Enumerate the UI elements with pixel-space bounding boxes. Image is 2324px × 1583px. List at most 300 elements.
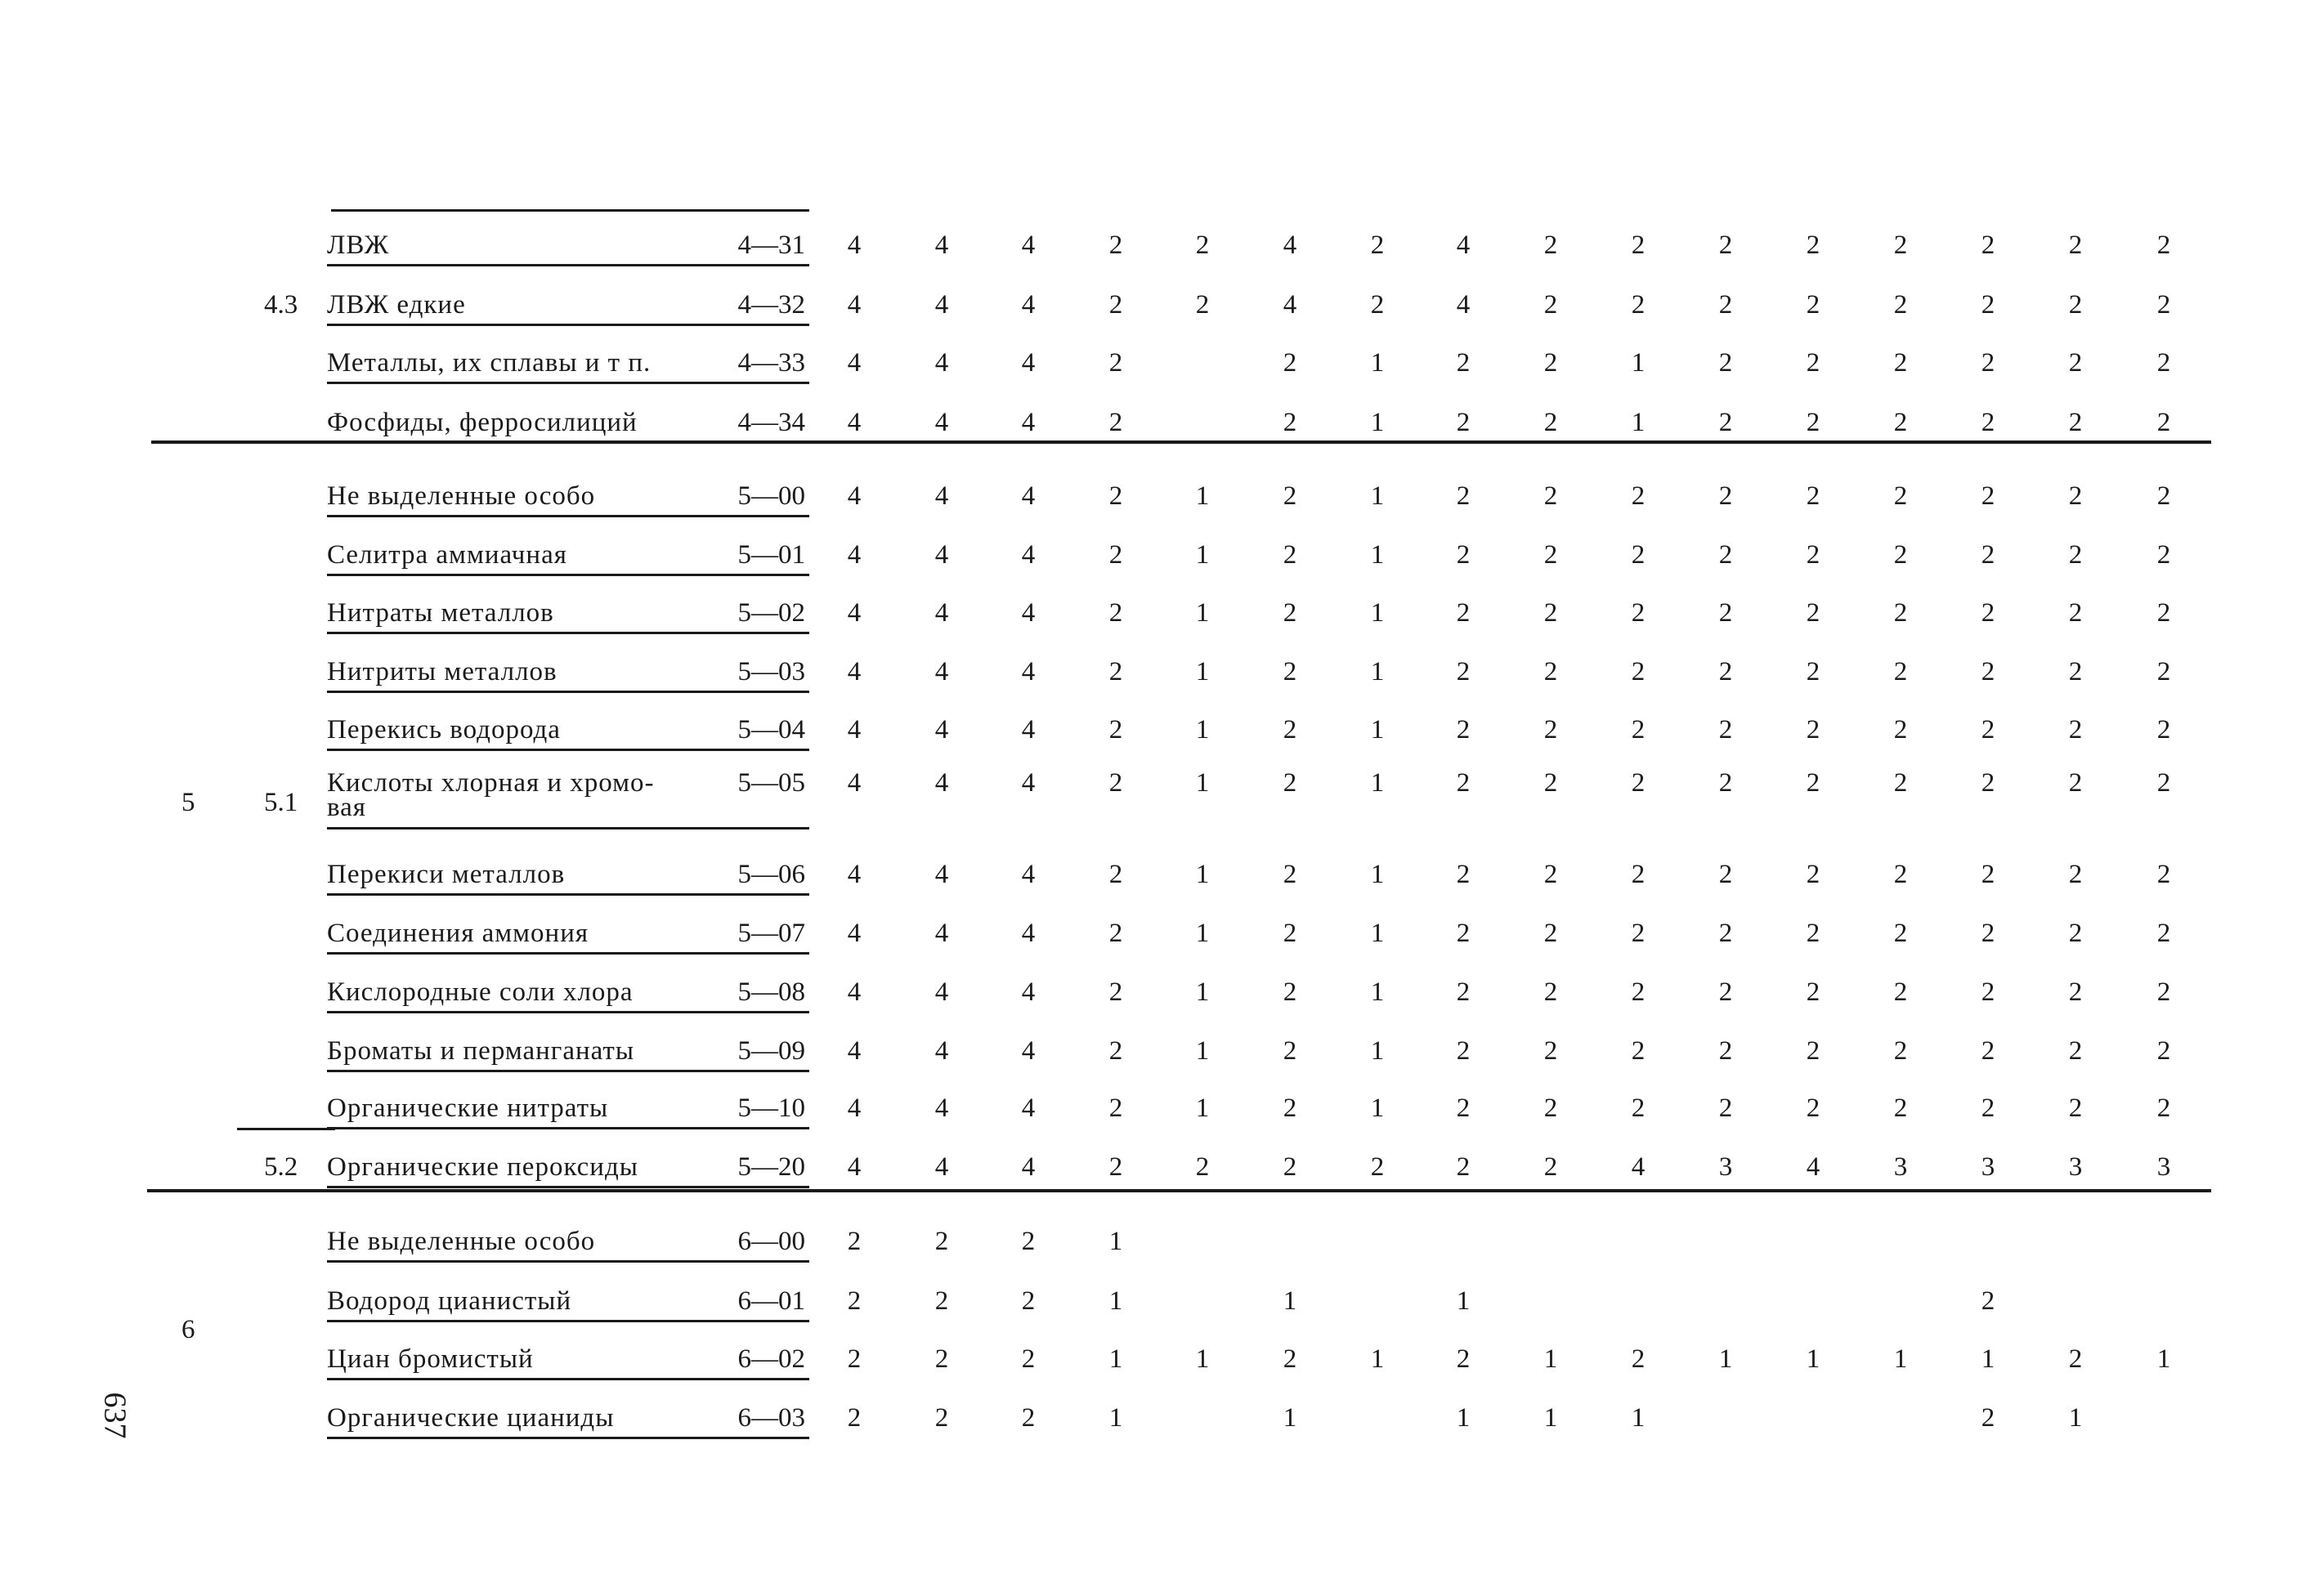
value-cell: 2 <box>1631 657 1646 686</box>
value-cell: 4 <box>847 1036 862 1066</box>
class-label: 6 <box>181 1315 195 1344</box>
value-cell: 1 <box>1370 1036 1385 1066</box>
value-cell: 1 <box>1108 1344 1123 1374</box>
value-cell: 2 <box>1631 919 1646 948</box>
value-cell: 2 <box>1718 860 1733 889</box>
value-cell: 2 <box>2068 598 2083 628</box>
row-underline <box>327 1378 809 1380</box>
value-cell: 1 <box>1283 1286 1297 1316</box>
value-cell: 4 <box>934 540 949 570</box>
value-cell: 2 <box>2156 230 2171 260</box>
value-cell: 2 <box>2156 290 2171 320</box>
value-cell: 1 <box>1631 348 1646 378</box>
value-cell: 2 <box>1981 977 1995 1007</box>
value-cell: 2 <box>1108 657 1123 686</box>
value-cell: 2 <box>2156 657 2171 686</box>
row-code: 4—34 <box>737 408 805 437</box>
value-cell: 2 <box>1981 860 1995 889</box>
value-cell: 4 <box>1021 1036 1036 1066</box>
value-cell: 2 <box>1108 977 1123 1007</box>
value-cell: 2 <box>1543 540 1558 570</box>
value-cell: 2 <box>1981 408 1995 437</box>
value-cell: 2 <box>1981 1036 1995 1066</box>
value-cell: 2 <box>2068 657 2083 686</box>
value-cell: 2 <box>1806 408 1820 437</box>
value-cell: 2 <box>934 1344 949 1374</box>
value-cell: 4 <box>847 1152 862 1182</box>
value-cell: 2 <box>934 1403 949 1433</box>
value-cell: 2 <box>1543 598 1558 628</box>
row-code: 6—03 <box>737 1403 805 1433</box>
value-cell: 1 <box>1108 1227 1123 1256</box>
value-cell: 1 <box>1456 1403 1471 1433</box>
value-cell: 2 <box>1108 348 1123 378</box>
value-cell: 2 <box>1108 408 1123 437</box>
subclass-label: 4.3 <box>264 290 298 320</box>
value-cell: 2 <box>1631 230 1646 260</box>
value-cell: 1 <box>1456 1286 1471 1316</box>
value-cell: 2 <box>2156 1036 2171 1066</box>
row-code: 6—00 <box>737 1227 805 1256</box>
value-cell: 4 <box>1021 860 1036 889</box>
value-cell: 2 <box>1543 1152 1558 1182</box>
value-cell: 2 <box>1893 598 1908 628</box>
value-cell: 3 <box>1981 1152 1995 1182</box>
value-cell: 2 <box>1893 481 1908 511</box>
row-underline <box>327 382 809 384</box>
value-cell: 1 <box>1195 715 1210 745</box>
value-cell: 2 <box>1283 657 1297 686</box>
value-cell: 1 <box>1370 481 1385 511</box>
value-cell: 2 <box>1806 1093 1820 1123</box>
class-separator <box>151 440 2211 444</box>
value-cell: 2 <box>1718 230 1733 260</box>
value-cell: 2 <box>1456 408 1471 437</box>
value-cell: 2 <box>1456 1036 1471 1066</box>
value-cell: 2 <box>1543 1036 1558 1066</box>
row-name: Нитриты металлов <box>327 657 557 686</box>
value-cell: 1 <box>1718 1344 1733 1374</box>
value-cell: 2 <box>1981 348 1995 378</box>
value-cell: 2 <box>847 1344 862 1374</box>
value-cell: 2 <box>1543 977 1558 1007</box>
value-cell: 2 <box>1718 977 1733 1007</box>
value-cell: 2 <box>1631 1344 1646 1374</box>
value-cell: 2 <box>934 1286 949 1316</box>
value-cell: 2 <box>1456 1152 1471 1182</box>
value-cell: 1 <box>1893 1344 1908 1374</box>
value-cell: 2 <box>1456 768 1471 798</box>
value-cell: 2 <box>1108 1093 1123 1123</box>
row-underline <box>327 515 809 517</box>
value-cell: 4 <box>1021 768 1036 798</box>
value-cell: 2 <box>1631 977 1646 1007</box>
value-cell: 2 <box>2156 768 2171 798</box>
value-cell: 4 <box>847 1093 862 1123</box>
value-cell: 2 <box>1718 715 1733 745</box>
row-name: Органические цианиды <box>327 1403 615 1433</box>
row-name-continuation: вая <box>327 793 366 822</box>
value-cell: 1 <box>1195 598 1210 628</box>
value-cell: 4 <box>1021 290 1036 320</box>
value-cell: 4 <box>1806 1152 1820 1182</box>
value-cell: 4 <box>847 598 862 628</box>
value-cell: 2 <box>1021 1227 1036 1256</box>
value-cell: 1 <box>1370 919 1385 948</box>
value-cell: 2 <box>1283 860 1297 889</box>
value-cell: 2 <box>1631 860 1646 889</box>
value-cell: 2 <box>1283 977 1297 1007</box>
value-cell: 1 <box>1195 1093 1210 1123</box>
row-name: Фосфиды, ферросилиций <box>327 408 638 437</box>
value-cell: 2 <box>1893 540 1908 570</box>
value-cell: 2 <box>2068 540 2083 570</box>
value-cell: 4 <box>934 977 949 1007</box>
value-cell: 2 <box>847 1403 862 1433</box>
value-cell: 2 <box>934 1227 949 1256</box>
value-cell: 2 <box>1893 348 1908 378</box>
value-cell: 3 <box>2068 1152 2083 1182</box>
value-cell: 2 <box>1806 481 1820 511</box>
value-cell: 2 <box>1283 408 1297 437</box>
value-cell: 2 <box>2068 290 2083 320</box>
value-cell: 4 <box>934 1093 949 1123</box>
value-cell: 1 <box>1195 1344 1210 1374</box>
row-name: Броматы и перманганаты <box>327 1036 635 1066</box>
value-cell: 2 <box>1456 598 1471 628</box>
value-cell: 2 <box>1981 768 1995 798</box>
value-cell: 2 <box>1893 860 1908 889</box>
value-cell: 2 <box>1893 977 1908 1007</box>
value-cell: 2 <box>1283 540 1297 570</box>
value-cell: 4 <box>847 977 862 1007</box>
value-cell: 2 <box>1806 290 1820 320</box>
value-cell: 4 <box>934 348 949 378</box>
value-cell: 2 <box>1283 348 1297 378</box>
value-cell: 2 <box>1718 290 1733 320</box>
value-cell: 2 <box>1543 919 1558 948</box>
value-cell: 2 <box>1806 919 1820 948</box>
value-cell: 2 <box>1893 657 1908 686</box>
value-cell: 2 <box>2068 715 2083 745</box>
row-code: 5—05 <box>737 768 805 798</box>
value-cell: 2 <box>1718 1093 1733 1123</box>
value-cell: 2 <box>1456 715 1471 745</box>
value-cell: 2 <box>1543 408 1558 437</box>
value-cell: 4 <box>1283 290 1297 320</box>
value-cell: 2 <box>1283 919 1297 948</box>
value-cell: 2 <box>1893 290 1908 320</box>
value-cell: 2 <box>1283 1093 1297 1123</box>
value-cell: 2 <box>2068 1093 2083 1123</box>
value-cell: 2 <box>2068 1036 2083 1066</box>
value-cell: 2 <box>1981 919 1995 948</box>
value-cell: 2 <box>1543 768 1558 798</box>
value-cell: 2 <box>1108 919 1123 948</box>
value-cell: 2 <box>1021 1286 1036 1316</box>
value-cell: 4 <box>934 290 949 320</box>
row-underline <box>327 264 809 266</box>
value-cell: 4 <box>934 481 949 511</box>
value-cell: 4 <box>1021 977 1036 1007</box>
value-cell: 4 <box>1021 657 1036 686</box>
value-cell: 4 <box>934 1152 949 1182</box>
value-cell: 2 <box>1108 1152 1123 1182</box>
value-cell: 2 <box>1893 715 1908 745</box>
value-cell: 2 <box>1806 768 1820 798</box>
value-cell: 4 <box>934 598 949 628</box>
value-cell: 1 <box>1370 540 1385 570</box>
row-name: Циан бромистый <box>327 1344 534 1374</box>
value-cell: 1 <box>1108 1403 1123 1433</box>
value-cell: 1 <box>1370 977 1385 1007</box>
value-cell: 1 <box>1370 1093 1385 1123</box>
value-cell: 2 <box>1981 540 1995 570</box>
row-code: 5—20 <box>737 1152 805 1182</box>
value-cell: 2 <box>1283 1344 1297 1374</box>
value-cell: 2 <box>1631 540 1646 570</box>
row-code: 4—33 <box>737 348 805 378</box>
row-code: 5—07 <box>737 919 805 948</box>
value-cell: 2 <box>1981 1403 1995 1433</box>
value-cell: 4 <box>1021 230 1036 260</box>
value-cell: 4 <box>934 230 949 260</box>
value-cell: 2 <box>1806 860 1820 889</box>
value-cell: 4 <box>847 540 862 570</box>
row-name: Кислоты хлорная и хромо- <box>327 768 655 798</box>
value-cell: 4 <box>1021 348 1036 378</box>
value-cell: 2 <box>2068 348 2083 378</box>
value-cell: 2 <box>847 1286 862 1316</box>
row-underline <box>327 632 809 634</box>
value-cell: 1 <box>1806 1344 1820 1374</box>
value-cell: 2 <box>1456 860 1471 889</box>
value-cell: 4 <box>1021 1093 1036 1123</box>
value-cell: 4 <box>1021 1152 1036 1182</box>
value-cell: 2 <box>1108 230 1123 260</box>
value-cell: 2 <box>1195 290 1210 320</box>
value-cell: 2 <box>1108 768 1123 798</box>
value-cell: 1 <box>2156 1344 2171 1374</box>
value-cell: 2 <box>1108 860 1123 889</box>
value-cell: 1 <box>1195 481 1210 511</box>
class-separator <box>147 1189 2211 1192</box>
value-cell: 3 <box>2156 1152 2171 1182</box>
class-label: 5 <box>181 787 195 817</box>
value-cell: 2 <box>1981 290 1995 320</box>
row-code: 5—08 <box>737 977 805 1007</box>
value-cell: 2 <box>2068 977 2083 1007</box>
row-code: 6—01 <box>737 1286 805 1316</box>
value-cell: 2 <box>1893 408 1908 437</box>
value-cell: 1 <box>1195 768 1210 798</box>
row-underline <box>327 749 809 751</box>
value-cell: 2 <box>1456 657 1471 686</box>
value-cell: 2 <box>1195 230 1210 260</box>
value-cell: 2 <box>1806 657 1820 686</box>
value-cell: 2 <box>1631 598 1646 628</box>
value-cell: 2 <box>1718 768 1733 798</box>
value-cell: 2 <box>1893 1036 1908 1066</box>
value-cell: 1 <box>1195 919 1210 948</box>
value-cell: 2 <box>1981 598 1995 628</box>
value-cell: 2 <box>1021 1344 1036 1374</box>
row-code: 4—31 <box>737 230 805 260</box>
value-cell: 2 <box>1543 481 1558 511</box>
value-cell: 4 <box>934 1036 949 1066</box>
row-code: 5—09 <box>737 1036 805 1066</box>
value-cell: 2 <box>2068 860 2083 889</box>
value-cell: 1 <box>1370 1344 1385 1374</box>
value-cell: 2 <box>2156 977 2171 1007</box>
row-name: Соединения аммония <box>327 919 589 948</box>
value-cell: 4 <box>1283 230 1297 260</box>
row-name: Органические нитраты <box>327 1093 609 1123</box>
value-cell: 2 <box>1806 598 1820 628</box>
value-cell: 2 <box>1718 657 1733 686</box>
value-cell: 2 <box>2068 230 2083 260</box>
row-code: 6—02 <box>737 1344 805 1374</box>
value-cell: 2 <box>1893 230 1908 260</box>
value-cell: 2 <box>1370 230 1385 260</box>
row-code: 5—06 <box>737 860 805 889</box>
row-underline <box>327 893 809 896</box>
value-cell: 2 <box>1543 290 1558 320</box>
value-cell: 4 <box>934 715 949 745</box>
value-cell: 2 <box>1981 657 1995 686</box>
value-cell: 2 <box>1631 768 1646 798</box>
value-cell: 2 <box>1108 1036 1123 1066</box>
value-cell: 3 <box>1718 1152 1733 1182</box>
value-cell: 1 <box>1195 977 1210 1007</box>
row-code: 5—00 <box>737 481 805 511</box>
value-cell: 2 <box>1981 715 1995 745</box>
value-cell: 2 <box>1893 1093 1908 1123</box>
page-number: 637 <box>97 1392 132 1439</box>
row-name: Металлы, их сплавы и т п. <box>327 348 652 378</box>
value-cell: 1 <box>1108 1286 1123 1316</box>
value-cell: 2 <box>1283 1036 1297 1066</box>
value-cell: 2 <box>2068 481 2083 511</box>
value-cell: 2 <box>1456 1093 1471 1123</box>
row-name: Не выделенные особо <box>327 1227 596 1256</box>
value-cell: 2 <box>1283 768 1297 798</box>
value-cell: 3 <box>1893 1152 1908 1182</box>
value-cell: 4 <box>934 657 949 686</box>
value-cell: 2 <box>1283 715 1297 745</box>
value-cell: 4 <box>1631 1152 1646 1182</box>
value-cell: 1 <box>1370 408 1385 437</box>
value-cell: 2 <box>2068 408 2083 437</box>
row-name: Не выделенные особо <box>327 481 596 511</box>
row-name: ЛВЖ едкие <box>327 290 466 320</box>
value-cell: 1 <box>1543 1344 1558 1374</box>
value-cell: 2 <box>1718 481 1733 511</box>
value-cell: 2 <box>2068 919 2083 948</box>
row-name: ЛВЖ <box>327 230 390 260</box>
value-cell: 2 <box>1981 1093 1995 1123</box>
value-cell: 2 <box>1806 230 1820 260</box>
value-cell: 2 <box>1981 230 1995 260</box>
row-underline <box>327 691 809 693</box>
value-cell: 4 <box>1021 715 1036 745</box>
value-cell: 4 <box>1021 598 1036 628</box>
value-cell: 1 <box>1370 348 1385 378</box>
value-cell: 2 <box>1108 481 1123 511</box>
value-cell: 4 <box>847 290 862 320</box>
value-cell: 2 <box>2156 481 2171 511</box>
value-cell: 1 <box>1195 657 1210 686</box>
value-cell: 1 <box>1370 657 1385 686</box>
value-cell: 2 <box>1456 481 1471 511</box>
value-cell: 1 <box>1370 715 1385 745</box>
subclass-label: 5.1 <box>264 787 298 817</box>
row-name: Нитраты металлов <box>327 598 554 628</box>
value-cell: 4 <box>1021 408 1036 437</box>
value-cell: 1 <box>1283 1403 1297 1433</box>
value-cell: 2 <box>1718 408 1733 437</box>
value-cell: 2 <box>1370 1152 1385 1182</box>
value-cell: 1 <box>1370 598 1385 628</box>
value-cell: 4 <box>1456 230 1471 260</box>
row-code: 5—02 <box>737 598 805 628</box>
row-underline <box>327 952 809 955</box>
value-cell: 2 <box>1543 348 1558 378</box>
value-cell: 1 <box>1195 1036 1210 1066</box>
value-cell: 2 <box>2156 860 2171 889</box>
row-name: Перекиси металлов <box>327 860 566 889</box>
value-cell: 4 <box>847 348 862 378</box>
value-cell: 2 <box>2156 919 2171 948</box>
value-cell: 2 <box>1806 348 1820 378</box>
value-cell: 2 <box>1718 348 1733 378</box>
value-cell: 1 <box>1195 860 1210 889</box>
value-cell: 2 <box>1108 290 1123 320</box>
value-cell: 2 <box>1718 1036 1733 1066</box>
row-name: Перекись водорода <box>327 715 561 745</box>
value-cell: 2 <box>1283 481 1297 511</box>
value-cell: 1 <box>1631 408 1646 437</box>
value-cell: 4 <box>1021 540 1036 570</box>
value-cell: 2 <box>2068 768 2083 798</box>
value-cell: 4 <box>847 860 862 889</box>
value-cell: 2 <box>1806 977 1820 1007</box>
table-top-rule <box>331 209 809 212</box>
value-cell: 2 <box>1456 1344 1471 1374</box>
row-code: 5—01 <box>737 540 805 570</box>
row-underline <box>327 324 809 326</box>
row-underline <box>327 574 809 576</box>
value-cell: 2 <box>1108 598 1123 628</box>
value-cell: 2 <box>1456 919 1471 948</box>
value-cell: 4 <box>1456 290 1471 320</box>
value-cell: 4 <box>847 408 862 437</box>
value-cell: 2 <box>1806 715 1820 745</box>
row-underline <box>327 1127 809 1129</box>
value-cell: 2 <box>1543 860 1558 889</box>
value-cell: 2 <box>2156 1093 2171 1123</box>
value-cell: 4 <box>847 715 862 745</box>
value-cell: 2 <box>1893 768 1908 798</box>
value-cell: 1 <box>1981 1344 1995 1374</box>
value-cell: 4 <box>934 919 949 948</box>
value-cell: 2 <box>1543 1093 1558 1123</box>
value-cell: 1 <box>1631 1403 1646 1433</box>
value-cell: 2 <box>1021 1403 1036 1433</box>
value-cell: 4 <box>934 408 949 437</box>
value-cell: 2 <box>1370 290 1385 320</box>
row-underline <box>327 1260 809 1263</box>
